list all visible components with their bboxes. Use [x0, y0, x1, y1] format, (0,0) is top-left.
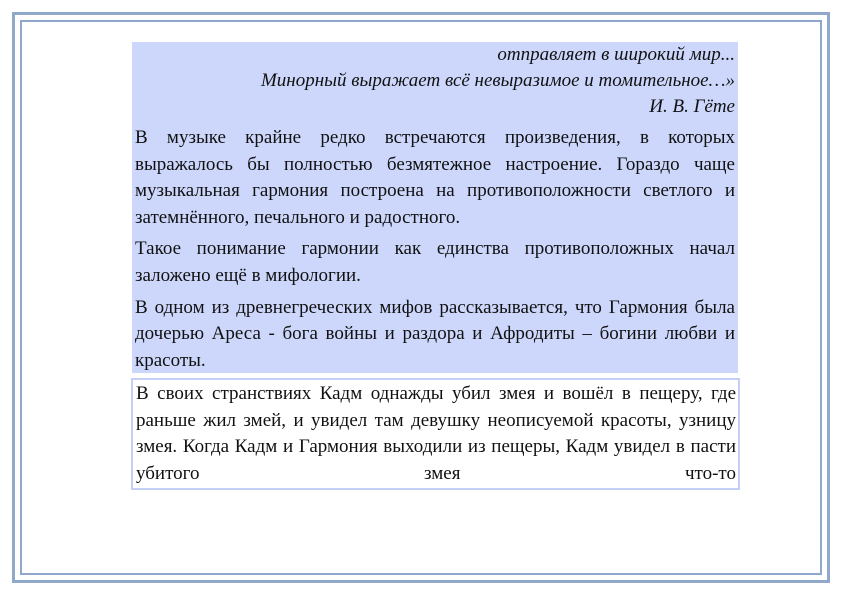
highlighted-text-block: [132, 42, 738, 373]
quote-author: И. В. Гёте: [649, 96, 735, 117]
bordered-text-block: [131, 378, 740, 490]
quote-line-2: Минорный выражает всё невыразимое и томительное…»: [260, 70, 735, 91]
paragraph-3: В одном из древнегреческих мифов рассказывается, что Гармония была дочерью Ареса - бога войны и раздора и Афродиты – богини любви и красоты.: [135, 296, 735, 371]
paragraph-1: В музыке крайне редко встречаются произведения, в которых выражалось бы полностью безмятежное настроение. Гораздо чаще музыкальная гармония построена на противоположности светлого и затемнённого, печального и радостного.: [135, 127, 735, 228]
quote-line-1: отправляет в широкий мир...: [497, 44, 735, 65]
paragraph-2: Такое понимание гармонии как единства противоположных начал заложено ещё в мифологии.: [135, 238, 735, 286]
paragraph-4: В своих странствиях Кадм однажды убил змея и вошёл в пещеру, где раньше жил змей, и увидел там девушку неописуемой красоты, узницу змея. Когда Кадм и Гармония выходили из пещеры, Кадм увидел в пасти убитого змея что-то: [136, 383, 736, 484]
